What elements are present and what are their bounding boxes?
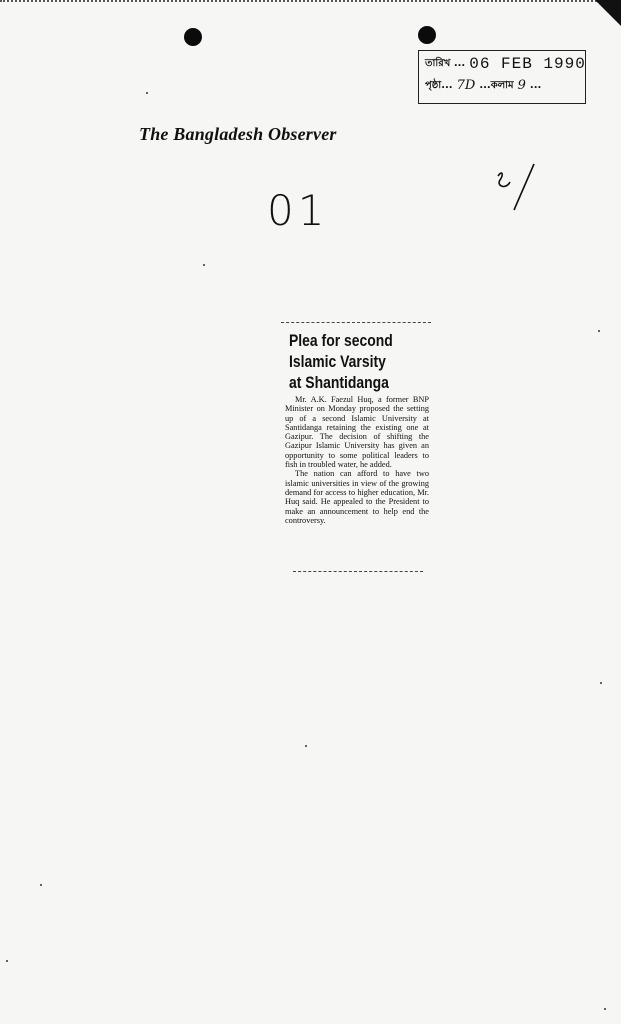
handwritten-mark — [492, 160, 552, 220]
punch-hole-left — [184, 28, 202, 46]
stamp-page-row — [425, 75, 579, 97]
scan-speck — [6, 960, 8, 962]
stamp-trail: ... — [529, 80, 542, 91]
article-body — [285, 395, 429, 525]
headline-line-1: Plea for second — [289, 331, 393, 350]
stamp-date-row — [425, 53, 586, 75]
top-edge-dots — [0, 0, 621, 12]
headline-line-2: Islamic Varsity — [289, 352, 386, 371]
scan-speck — [604, 1008, 606, 1010]
scan-speck — [305, 745, 307, 747]
newspaper-clipping — [281, 322, 433, 572]
headline-line-3: at Shantidanga — [289, 373, 389, 392]
stamp-page-label: পৃষ্ঠা... — [425, 80, 453, 91]
newspaper-masthead: The Bangladesh Observer — [139, 124, 337, 144]
clipping-bottom-edge — [293, 571, 423, 572]
handwritten-six-stroke — [498, 173, 510, 186]
stamp-column-label: ...কলাম — [479, 80, 514, 91]
scan-speck — [598, 330, 600, 332]
article-paragraph-1: Mr. A.K. Faezul Huq, a former BNP Minister on Monday proposed the setting up of a second Islamic University at Santidanga retaining the existing one at Gazipur. The decision of shifting the Gazipur Islamic University has given an opportunity to some political leaders to fish in troubled water, he added. — [285, 395, 429, 470]
stamp-column-value: 9 — [517, 78, 526, 93]
date-stamp — [418, 50, 586, 104]
punch-hole-right — [418, 26, 436, 44]
handwritten-slash-stroke — [514, 164, 534, 210]
stamp-date-value: 06 FEB 1990 — [469, 55, 586, 73]
handwritten-number: 01 — [267, 186, 329, 235]
scan-speck — [600, 682, 602, 684]
clipping-top-edge — [281, 322, 431, 323]
article-paragraph-2: The nation can afford to have two islamic universities in view of the growing demand for access to higher education, Mr. Huq said. He appealed to the President to make an announcement to help end the controversy. — [285, 469, 429, 525]
stamp-page-value: 7D — [456, 78, 476, 93]
scan-speck — [203, 264, 205, 266]
stamp-date-label: তারিখ ... — [425, 58, 466, 69]
scan-speck — [146, 92, 148, 94]
article-headline — [289, 330, 404, 393]
scan-speck — [40, 884, 42, 886]
folded-corner — [595, 0, 621, 26]
